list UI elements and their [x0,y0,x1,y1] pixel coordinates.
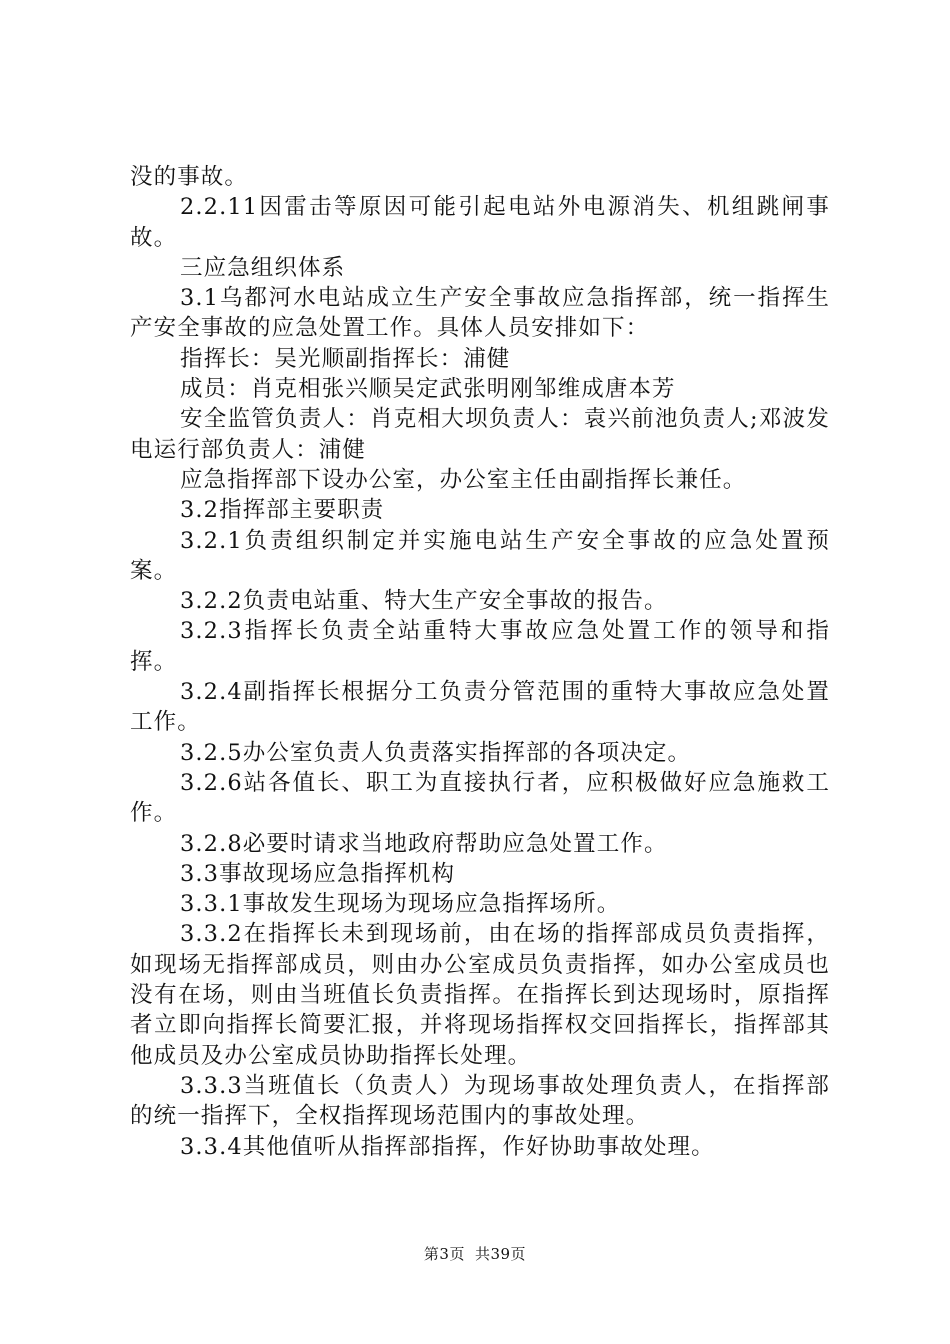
paragraph-2-2-11: 2.2.11因雷击等原因可能引起电站外电源消失、机组跳闸事故。 [130,194,830,251]
page-footer [0,1243,950,1264]
paragraph-commander: 指挥长：吴光顺副指挥长：浦健 [180,345,511,372]
page-total: 共39页 [474,1245,527,1263]
paragraph-3-2-5: 3.2.5办公室负责人负责落实指挥部的各项决定。 [180,739,692,766]
paragraph-3-2-6: 3.2.6站各值长、职工为直接执行者，应积极做好应急施救工作。 [130,769,830,827]
paragraph-3-3-1: 3.3.1事故发生现场为现场应急指挥场所。 [180,891,621,918]
paragraph-3-2-2: 3.2.2负责电站重、特大生产安全事故的报告。 [180,588,668,615]
paragraph-3-2-1: 3.2.1负责组织制定并实施电站生产安全事故的应急处置预案。 [130,527,830,584]
paragraph-3-2-4: 3.2.4副指挥长根据分工负责分管范围的重特大事故应急处置工作。 [130,679,830,736]
paragraph-3-3-3: 3.3.3当班值长（负责人）为现场事故处理负责人，在指挥部的统一指挥下，全权指挥现场范围内的事故处理。 [130,1072,830,1130]
paragraph-3-2-3: 3.2.3指挥长负责全站重特大事故应急处置工作的领导和指挥。 [130,618,830,675]
paragraph-3-3-4: 3.3.4其他值听从指挥部指挥，作好协助事故处理。 [180,1133,715,1160]
paragraph-members: 成员：肖克相张兴顺吴定武张明刚邹维成唐本芳 [180,376,676,403]
paragraph-3-3-2: 3.3.2在指挥长未到现场前，由在场的指挥部成员负责指挥，如现场无指挥部成员，则由办公室成员负责指挥，如办公室成员也没有在场，则由当班值长负责指挥。在指挥长到达现场时，原指挥者立即向指挥长简要汇报，并将现场指挥权交回指挥长，指挥部其他成员及办公室成员协助指挥长处理。 [130,921,830,1069]
paragraph-continuation: 没的事故。 [130,164,249,190]
document-body [130,162,830,1162]
paragraph-responsible-persons: 安全监管负责人：肖克相大坝负责人：袁兴前池负责人;邓波发电运行部负责人：浦健 [130,406,830,463]
paragraph-3-1: 3.1乌都河水电站成立生产安全事故应急指挥部，统一指挥生产安全事故的应急处置工作。具体人员安排如下： [130,285,830,342]
section-heading-3-2: 3.2指挥部主要职责 [180,497,385,524]
section-heading-3-3: 3.3事故现场应急指挥机构 [180,860,456,887]
section-heading-3: 三应急组织体系 [180,254,346,281]
paragraph-3-2-8: 3.2.8必要时请求当地政府帮助应急处置工作。 [180,830,668,857]
paragraph-office: 应急指挥部下设办公室，办公室主任由副指挥长兼任。 [180,466,747,493]
page-number: 第3页 [423,1245,465,1263]
